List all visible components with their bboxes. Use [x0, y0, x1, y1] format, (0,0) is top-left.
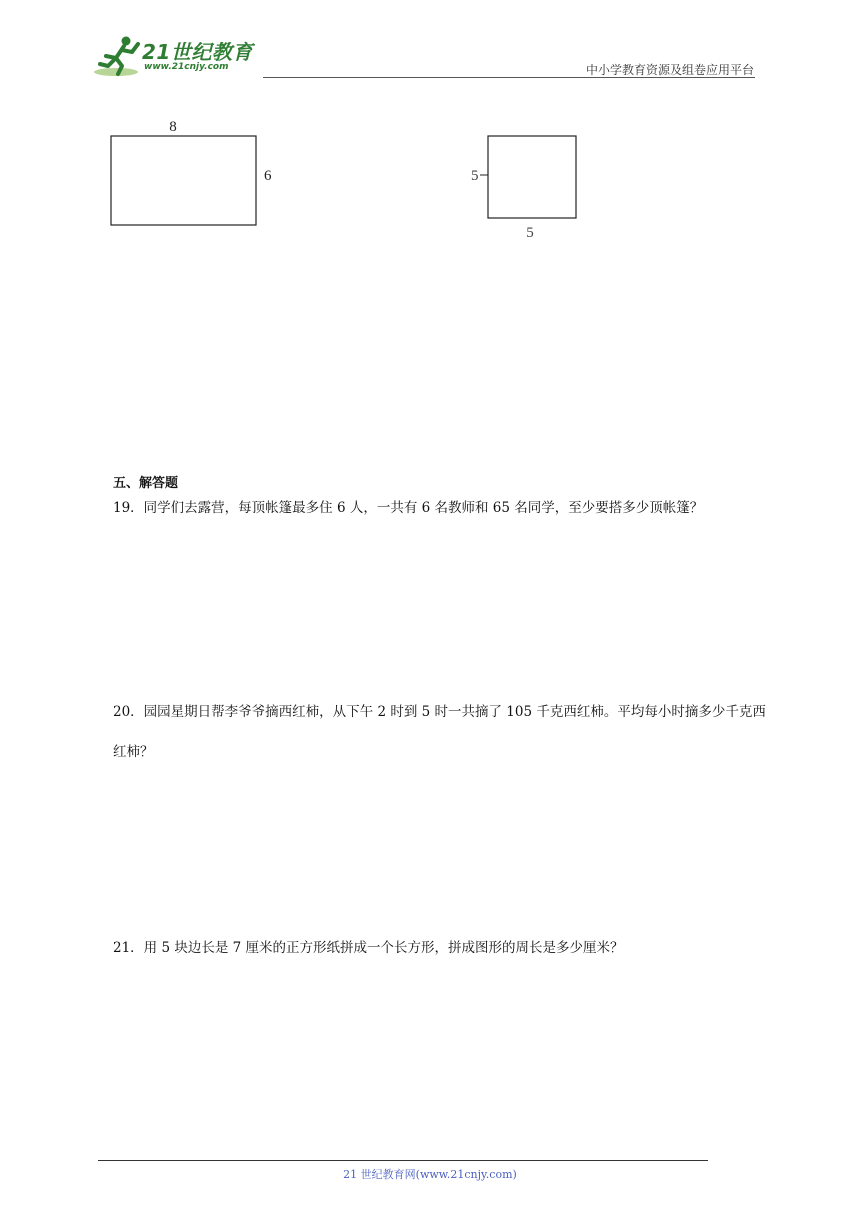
question-19: 19．同学们去露营，每顶帐篷最多住 6 人，一共有 6 名教师和 65 名同学，至少要搭多少顶帐篷？: [113, 500, 704, 516]
square-figure: [471, 136, 576, 241]
logo-url: www.21cnjy.com: [144, 62, 229, 72]
square-side-label: 5: [471, 168, 479, 184]
question-20: 20．园园星期日帮李爷爷摘西红柿，从下午 2 时到 5 时一共摘了 105 千克西红柿。平均每小时摘多少千克西红柿？: [113, 704, 766, 760]
square-shape: [488, 136, 576, 218]
question-21: 21．用 5 块边长是 7 厘米的正方形纸拼成一个长方形，拼成图形的周长是多少厘米？: [113, 940, 624, 956]
footer-divider: [98, 1160, 708, 1161]
logo-text: 21世纪教育: [142, 40, 253, 64]
geometry-figures: [0, 0, 860, 260]
rectangle-length-label: 8: [169, 119, 177, 135]
rectangle-width-label: 6: [264, 168, 272, 184]
platform-name: 中小学教育资源及组卷应用平台: [585, 63, 754, 77]
rectangle-figure: [111, 119, 272, 225]
section-title: 五、解答题: [113, 476, 179, 491]
footer-text: 21 世纪教育网(www.21cnjy.com): [343, 1168, 517, 1181]
square-bottom-label: 5: [526, 225, 534, 241]
rectangle-shape: [111, 136, 256, 225]
